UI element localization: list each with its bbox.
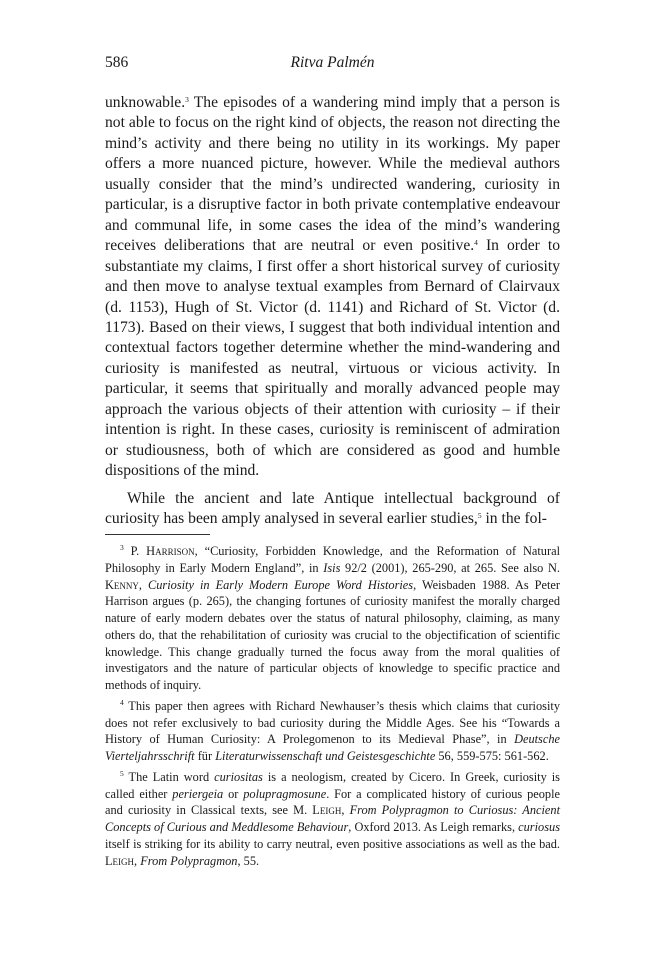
page-number: 586 <box>105 54 129 71</box>
footnote-number: 3 <box>120 543 124 552</box>
footnote-4: $^4$ This paper then agrees with Richard Newhauser’s thesis which claims that curiosity does not refer exclusively to bad curiosity during the Middle Ages. See his “Towards a History of Human Curiosity: A Prolegomenon to its Medieval Phase”, in Deutsche Vierteljahrsschrift für Literaturwissenschaft und Geistesgeschichte 56, 559-575: 561-562. <box>105 697 560 763</box>
footnote-separator <box>105 534 210 535</box>
footnote-3: $^3$ P. Harrison, “Curiosity, Forbidden Knowledge, and the Reformation of Natural Philosophy in Early Modern England”, in Isis 92/2 (2001), 265-290, at 265. See also N. Kenny, Curiosity in Early Modern Europe Word Histories, Weisbaden 1988. As Peter Harrison argues (p. 265), the changing fortunes of curiosity manifest the morally charged nature of early modern debates over the status of natural philosophy, claiming, as many others do, that the rehabilitation of curiosity was crucial to the objectification of scientific knowledge. This change gradually turned the focus away from the moral qualities of investigators and the nature of particular objects of knowledge to specific practice and methods of inquiry. <box>105 543 560 692</box>
footnote-ref-4[interactable]: 4 <box>474 238 478 248</box>
running-head-author: Ritva Palmén <box>290 54 375 71</box>
body-paragraph <box>105 489 560 530</box>
footnote-number: 4 <box>120 697 124 707</box>
footnote-ref-5[interactable]: 5 <box>477 511 482 521</box>
footnotes <box>105 543 560 873</box>
text-run: In order to substantiate my claims, I first offer a short historical survey of curiosity and then move to analyse textual examples from Bernard of Clairvaux (d. 1153), Hugh of St. Victor (d. 1141) and Richard of St. Victor (d. 1173). Based on their views, I suggest that both individual intention and contextual factors together determine whether the mind-wandering and curiosity is manifested as neutral, virtuous or vicious activity. In particular, it seems that spiritually and morally advanced people may approach the various objects of their attention with curiosity – if their intention is right. In these cases, curiosity is reminiscent of admiration or studiousness, both of which are considered as good and humble dispositions of the mind. <box>105 237 560 480</box>
text-run: While the ancient and late Antique intellectual background of curiosity has been amply analysed in several earlier studies, <box>105 489 560 528</box>
text-run: The episodes of a wandering mind imply that a person is not able to focus on the right kind of objects, the reason not directing the mind’s activity and there being no utility in its workings. My paper offers a more nuanced picture, however. While the medieval authors usually consider that the mind’s undirected wandering, curiosity in particular, is a disruptive factor in both private contemplative endeavour and communal life, in some cases the idea of the mind’s wandering receives deliberations that are neutral or even positive. <box>105 94 560 255</box>
text-run: in the fol- <box>481 510 547 528</box>
text-run: unknowable. <box>105 94 186 111</box>
page-header <box>105 54 560 78</box>
body-paragraph <box>105 93 560 482</box>
main-text <box>105 93 560 530</box>
footnote-number: 5 <box>120 768 124 778</box>
footnote-5: $^5$ The Latin word curiositas is a neologism, created by Cicero. In Greek, curiosity is called either periergeia or polupragmosune. For a complicated history of curious people and curiosity in Classical texts, see M. Leigh, From Polypragmon to Curiosus: Ancient Concepts of Curious and Meddlesome Behaviour, Oxford 2013. As Leigh remarks, curiosus itself is striking for its ability to carry neutral, even positive associations as well as the bad. Leigh, From Polypragmon, 55. <box>105 768 561 868</box>
footnote-ref-3[interactable]: 3 <box>185 95 189 104</box>
